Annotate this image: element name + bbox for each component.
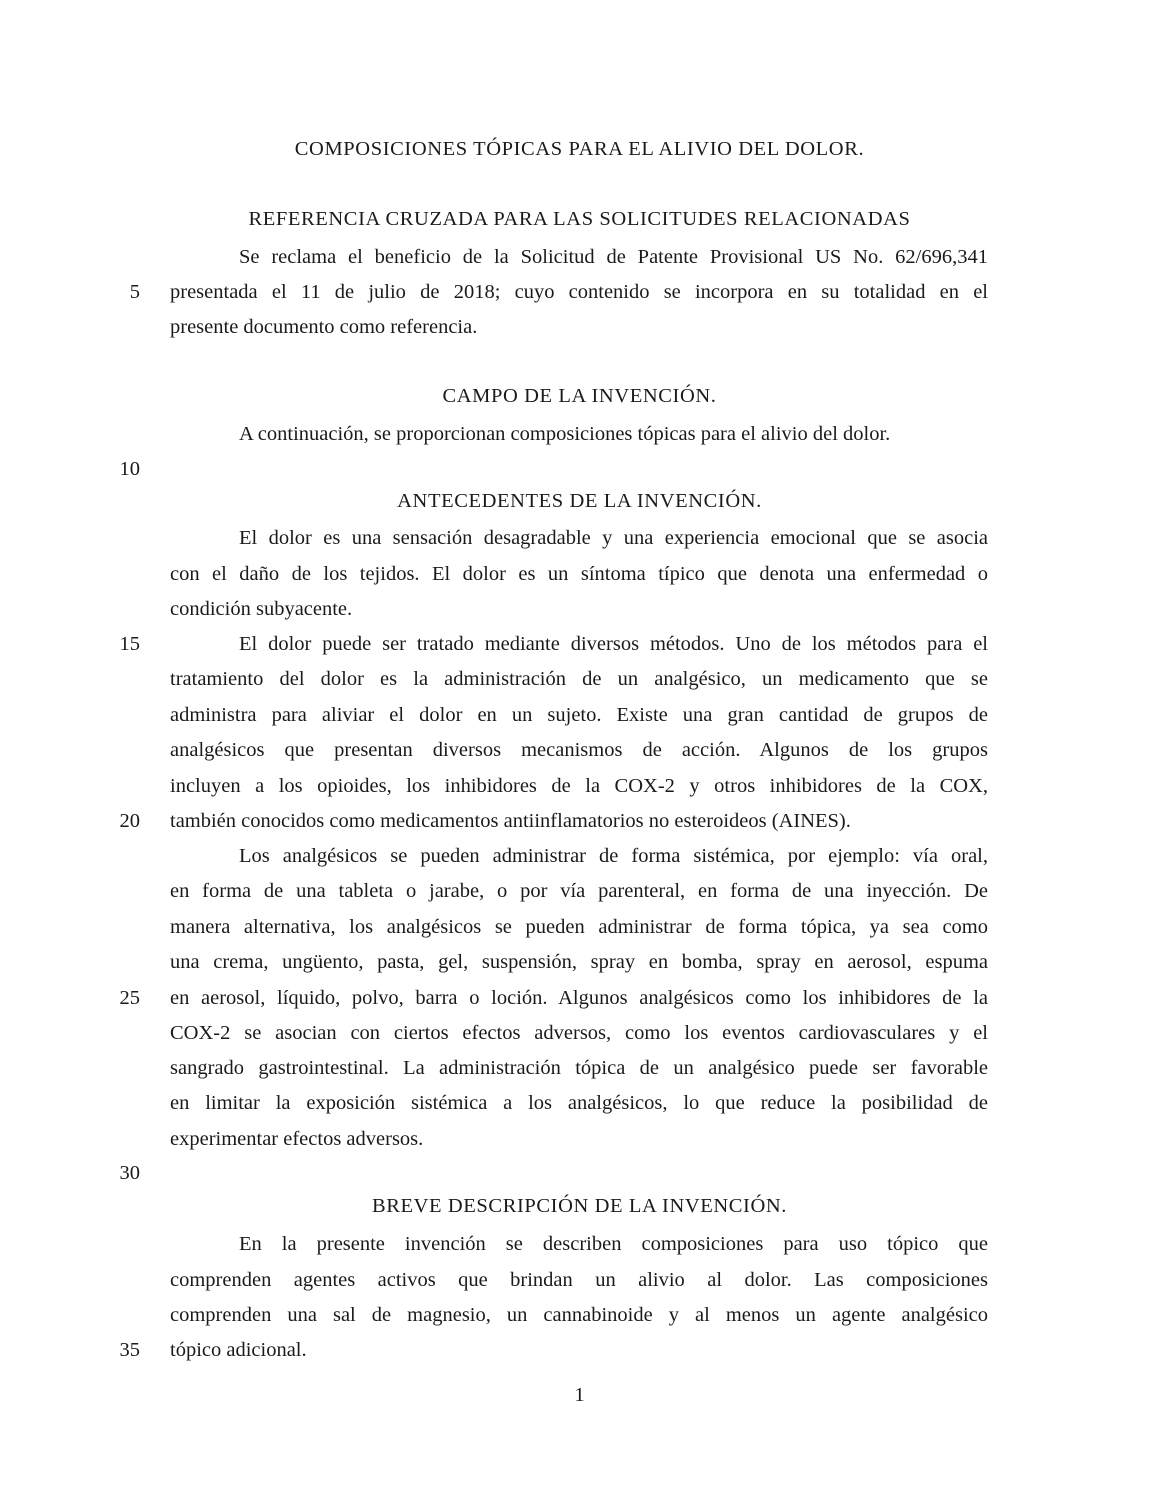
paragraph-line: comprenden agentes activos que brindan un alivio al dolor. Las composiciones bbox=[170, 1269, 988, 1291]
paragraph-line: Los analgésicos se pueden administrar de forma sistémica, por ejemplo: vía oral, bbox=[239, 845, 988, 867]
heading-cross-reference: REFERENCIA CRUZADA PARA LAS SOLICITUDES RELACIONADAS bbox=[248, 208, 911, 230]
paragraph-line: El dolor es una sensación desagradable y una experiencia emocional que se asocia bbox=[239, 527, 988, 549]
line-number: 35 bbox=[119, 1339, 140, 1361]
line-number: 25 bbox=[119, 987, 140, 1009]
document-title: COMPOSICIONES TÓPICAS PARA EL ALIVIO DEL DOLOR. bbox=[294, 138, 865, 160]
paragraph-line: también conocidos como medicamentos antiinflamatorios no esteroideos (AINES). bbox=[170, 810, 851, 832]
paragraph-line: tópico adicional. bbox=[170, 1339, 307, 1361]
line-number: 5 bbox=[129, 281, 140, 303]
paragraph-line: tratamiento del dolor es la administración de un analgésico, un medicamento que se bbox=[170, 668, 988, 690]
line-number: 15 bbox=[119, 633, 140, 655]
heading-field: CAMPO DE LA INVENCIÓN. bbox=[442, 385, 717, 407]
heading-background: ANTECEDENTES DE LA INVENCIÓN. bbox=[397, 490, 762, 512]
paragraph-line: en forma de una tableta o jarabe, o por vía parenteral, en forma de una inyección. De bbox=[170, 880, 988, 902]
line-number: 10 bbox=[119, 458, 140, 480]
paragraph-line: manera alternativa, los analgésicos se pueden administrar de forma tópica, ya sea como bbox=[170, 916, 988, 938]
page-number: 1 bbox=[574, 1384, 585, 1406]
paragraph-line: Se reclama el beneficio de la Solicitud de Patente Provisional US No. 62/696,341 bbox=[239, 246, 988, 268]
paragraph-line: en limitar la exposición sistémica a los analgésicos, lo que reduce la posibilidad de bbox=[170, 1092, 988, 1114]
paragraph-line: administra para aliviar el dolor en un sujeto. Existe una gran cantidad de grupos de bbox=[170, 704, 988, 726]
paragraph-line: sangrado gastrointestinal. La administración tópica de un analgésico puede ser favorable bbox=[170, 1057, 988, 1079]
paragraph-line: en aerosol, líquido, polvo, barra o loción. Algunos analgésicos como los inhibidores de la bbox=[170, 987, 988, 1009]
paragraph-line: experimentar efectos adversos. bbox=[170, 1128, 424, 1150]
paragraph-line: condición subyacente. bbox=[170, 598, 353, 620]
paragraph-line: con el daño de los tejidos. El dolor es un síntoma típico que denota una enfermedad o bbox=[170, 563, 988, 585]
line-number: 20 bbox=[119, 810, 140, 832]
paragraph-line: presentada el 11 de julio de 2018; cuyo contenido se incorpora en su totalidad en el bbox=[170, 281, 988, 303]
paragraph-line: A continuación, se proporcionan composiciones tópicas para el alivio del dolor. bbox=[239, 423, 891, 445]
paragraph-line: COX-2 se asocian con ciertos efectos adversos, como los eventos cardiovasculares y el bbox=[170, 1022, 988, 1044]
paragraph-line: El dolor puede ser tratado mediante diversos métodos. Uno de los métodos para el bbox=[239, 633, 988, 655]
line-number: 30 bbox=[119, 1162, 140, 1184]
paragraph-line: incluyen a los opioides, los inhibidores de la COX-2 y otros inhibidores de la COX, bbox=[170, 775, 988, 797]
paragraph-line: una crema, ungüento, pasta, gel, suspensión, spray en bomba, spray en aerosol, espuma bbox=[170, 951, 988, 973]
paragraph-line: presente documento como referencia. bbox=[170, 316, 478, 338]
paragraph-line: comprenden una sal de magnesio, un cannabinoide y al menos un agente analgésico bbox=[170, 1304, 988, 1326]
paragraph-line: En la presente invención se describen composiciones para uso tópico que bbox=[239, 1233, 988, 1255]
paragraph-line: analgésicos que presentan diversos mecanismos de acción. Algunos de los grupos bbox=[170, 739, 988, 761]
heading-summary: BREVE DESCRIPCIÓN DE LA INVENCIÓN. bbox=[371, 1195, 788, 1217]
